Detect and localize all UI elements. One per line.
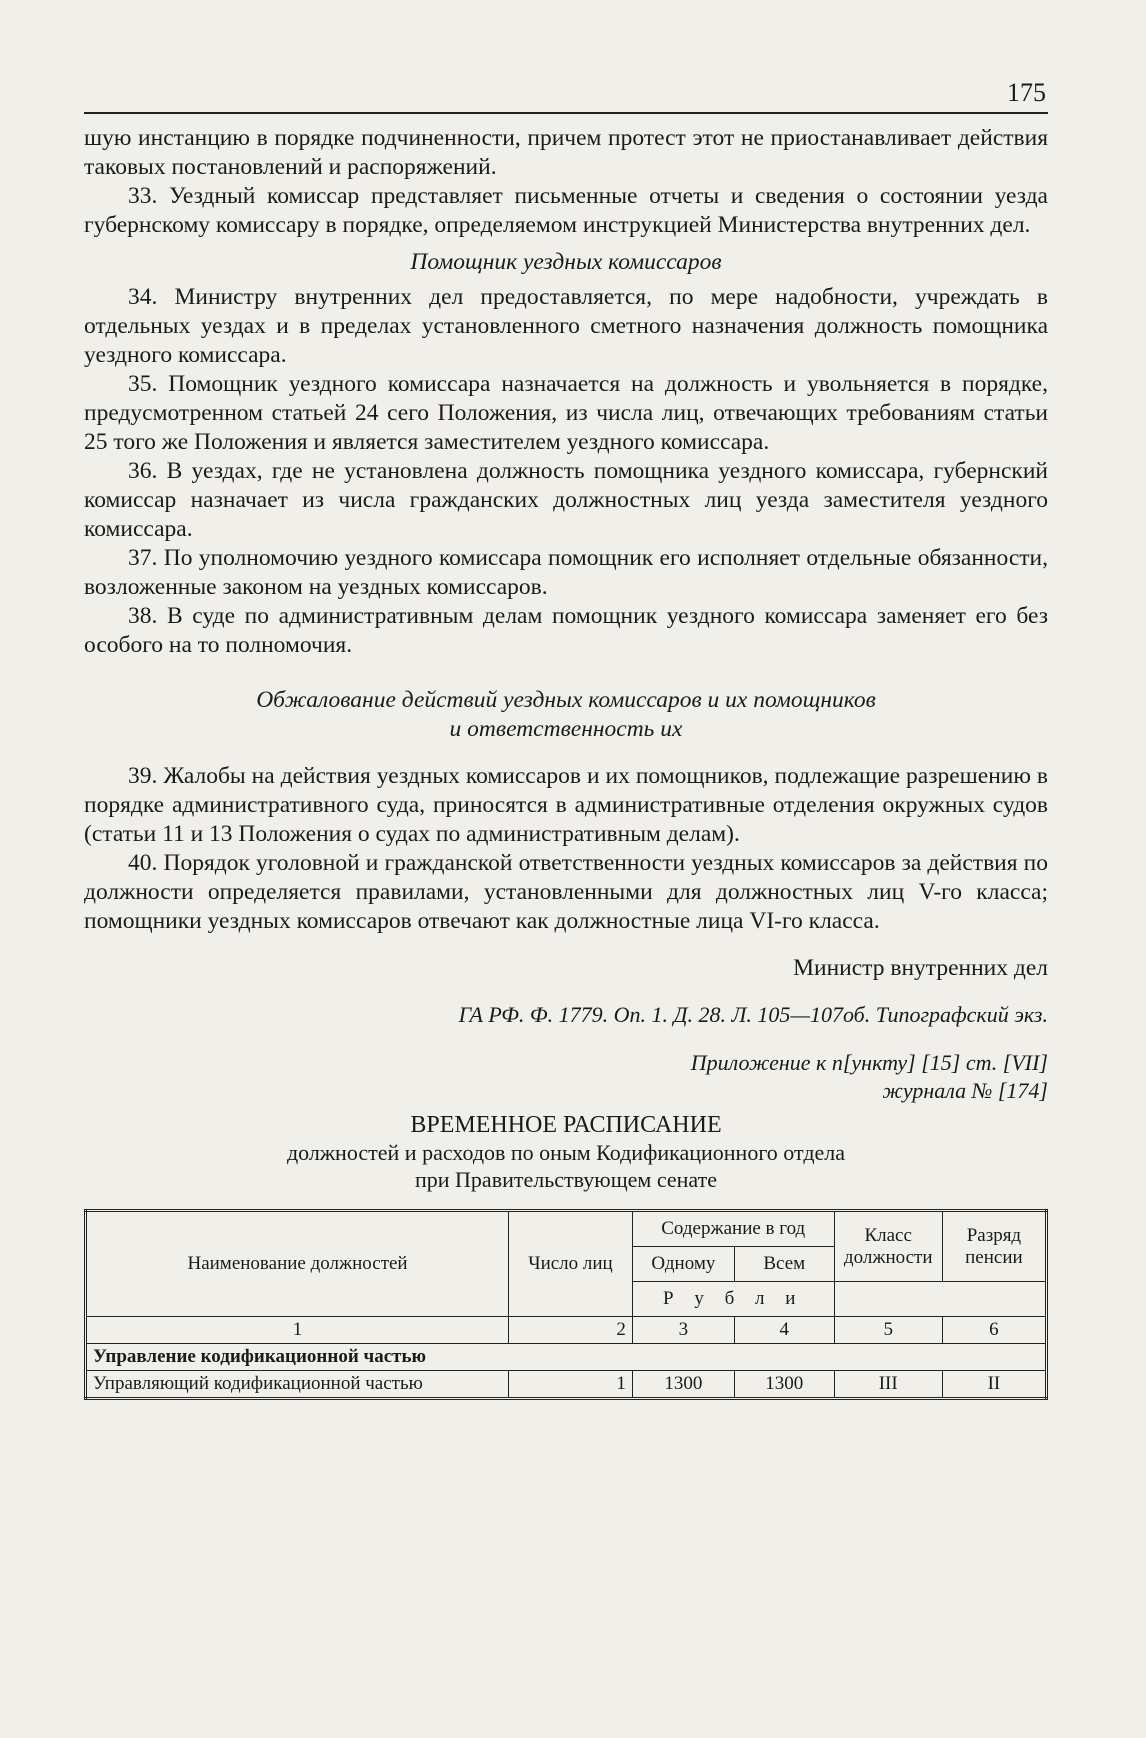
- header-blank: [834, 1282, 1046, 1317]
- header-currency: Р у б л и: [632, 1282, 834, 1317]
- column-number: 6: [942, 1317, 1046, 1344]
- column-number: 5: [834, 1317, 942, 1344]
- header-salary: Содержание в год: [632, 1211, 834, 1247]
- paragraph-33: 33. Уездный комиссар представляет письменные отчеты и сведения о состоянии уезда губернскому комиссару в порядке, определяемом инструкцией Министерства внутренних дел.: [84, 183, 1048, 238]
- paragraph-40: 40. Порядок уголовной и гражданской ответственности уездных комиссаров за действия по должности определяется правилами, установленными для должностных лиц V-го класса; помощники уездных комиссаров отвечают как должностные лица VI-го класса.: [84, 850, 1048, 934]
- header-count: Число лиц: [509, 1211, 633, 1317]
- paragraph-continuation: шую инстанцию в порядке подчиненности, причем протест этот не приостанавливает действия таковых постановлений и распоряжений.: [84, 125, 1048, 180]
- document-subtitle-line1: должностей и расходов по оным Кодификационного отдела: [286, 1140, 846, 1165]
- column-number: 2: [509, 1317, 633, 1344]
- table-section-title: Управление кодификационной частью: [86, 1344, 1047, 1371]
- header-rule: [84, 112, 1048, 114]
- header-class: Класс должности: [834, 1211, 942, 1282]
- column-number: 3: [632, 1317, 734, 1344]
- row-name: Управляющий кодификационной частью: [86, 1371, 509, 1399]
- row-salary-all: 1300: [734, 1371, 834, 1399]
- page-number: 175: [1007, 78, 1046, 107]
- row-pension: II: [942, 1371, 1046, 1399]
- paragraph-35: 35. Помощник уездного комиссара назначается на должность и увольняется в порядке, предусмотренном статьей 24 сего Положения, из числа лиц, отвечающих требованиям статьи 25 того же Положения и является заместителем уездного комиссара.: [84, 371, 1048, 455]
- paragraph-38: 38. В суде по административным делам помощник уездного комиссара заменяет его без особого на то полномочия.: [84, 603, 1048, 658]
- header-position: Наименование должностей: [86, 1211, 509, 1317]
- document-title: ВРЕМЕННОЕ РАСПИСАНИЕ: [410, 1112, 722, 1138]
- row-count: 1: [509, 1371, 633, 1399]
- table-section-row: [86, 1344, 1047, 1371]
- paragraph-36: 36. В уездах, где не установлена должность помощника уездного комиссара, губернский комиссар назначает из числа гражданских должностных лиц уезда заместителя уездного комиссара.: [84, 458, 1048, 542]
- document-subtitle-line2: при Правительствующем сенате: [415, 1167, 717, 1192]
- row-class: III: [834, 1371, 942, 1399]
- column-number-row: [86, 1317, 1047, 1344]
- paragraph-34: 34. Министру внутренних дел предоставляется, по мере надобности, учреждать в отдельных уездах и в пределах установленного сметного назначения должность помощника уездного комиссара.: [84, 284, 1048, 368]
- heading-appeal-line2: и ответственность их: [449, 716, 683, 742]
- table-row: [86, 1371, 1047, 1399]
- signature: Министр внутренних дел: [793, 955, 1048, 981]
- heading-assistant: Помощник уездных комиссаров: [410, 249, 722, 275]
- header-salary-all: Всем: [734, 1247, 834, 1282]
- paragraph-39: 39. Жалобы на действия уездных комиссаров и их помощников, подлежащие разрешению в порядке административного суда, приносятся в административные отделения окружных судов (статьи 11 и 13 Положения о судах по административным делам).: [84, 763, 1048, 847]
- header-salary-one: Одному: [632, 1247, 734, 1282]
- archive-source: ГА РФ. Ф. 1779. Оп. 1. Д. 28. Л. 105—107об. Типографский экз.: [458, 1002, 1048, 1027]
- heading-appeal: [84, 686, 1048, 744]
- paragraph-37: 37. По уполномочию уездного комиссара помощник его исполняет отдельные обязанности, возложенные законом на уездных комиссаров.: [84, 545, 1048, 600]
- staff-table: [84, 1209, 1048, 1400]
- column-number: 1: [86, 1317, 509, 1344]
- heading-appeal-line1: Обжалование действий уездных комиссаров и их помощников: [256, 687, 876, 713]
- appendix-line2: журнала № [174]: [882, 1078, 1048, 1103]
- appendix-line1: Приложение к п[ункту] [15] ст. [VII]: [690, 1050, 1048, 1075]
- appendix-note: [84, 1049, 1048, 1105]
- header-pension: Разряд пенсии: [942, 1211, 1046, 1282]
- document-page: [84, 78, 1048, 1400]
- column-number: 4: [734, 1317, 834, 1344]
- row-salary-one: 1300: [632, 1371, 734, 1399]
- body-text: [84, 124, 1048, 936]
